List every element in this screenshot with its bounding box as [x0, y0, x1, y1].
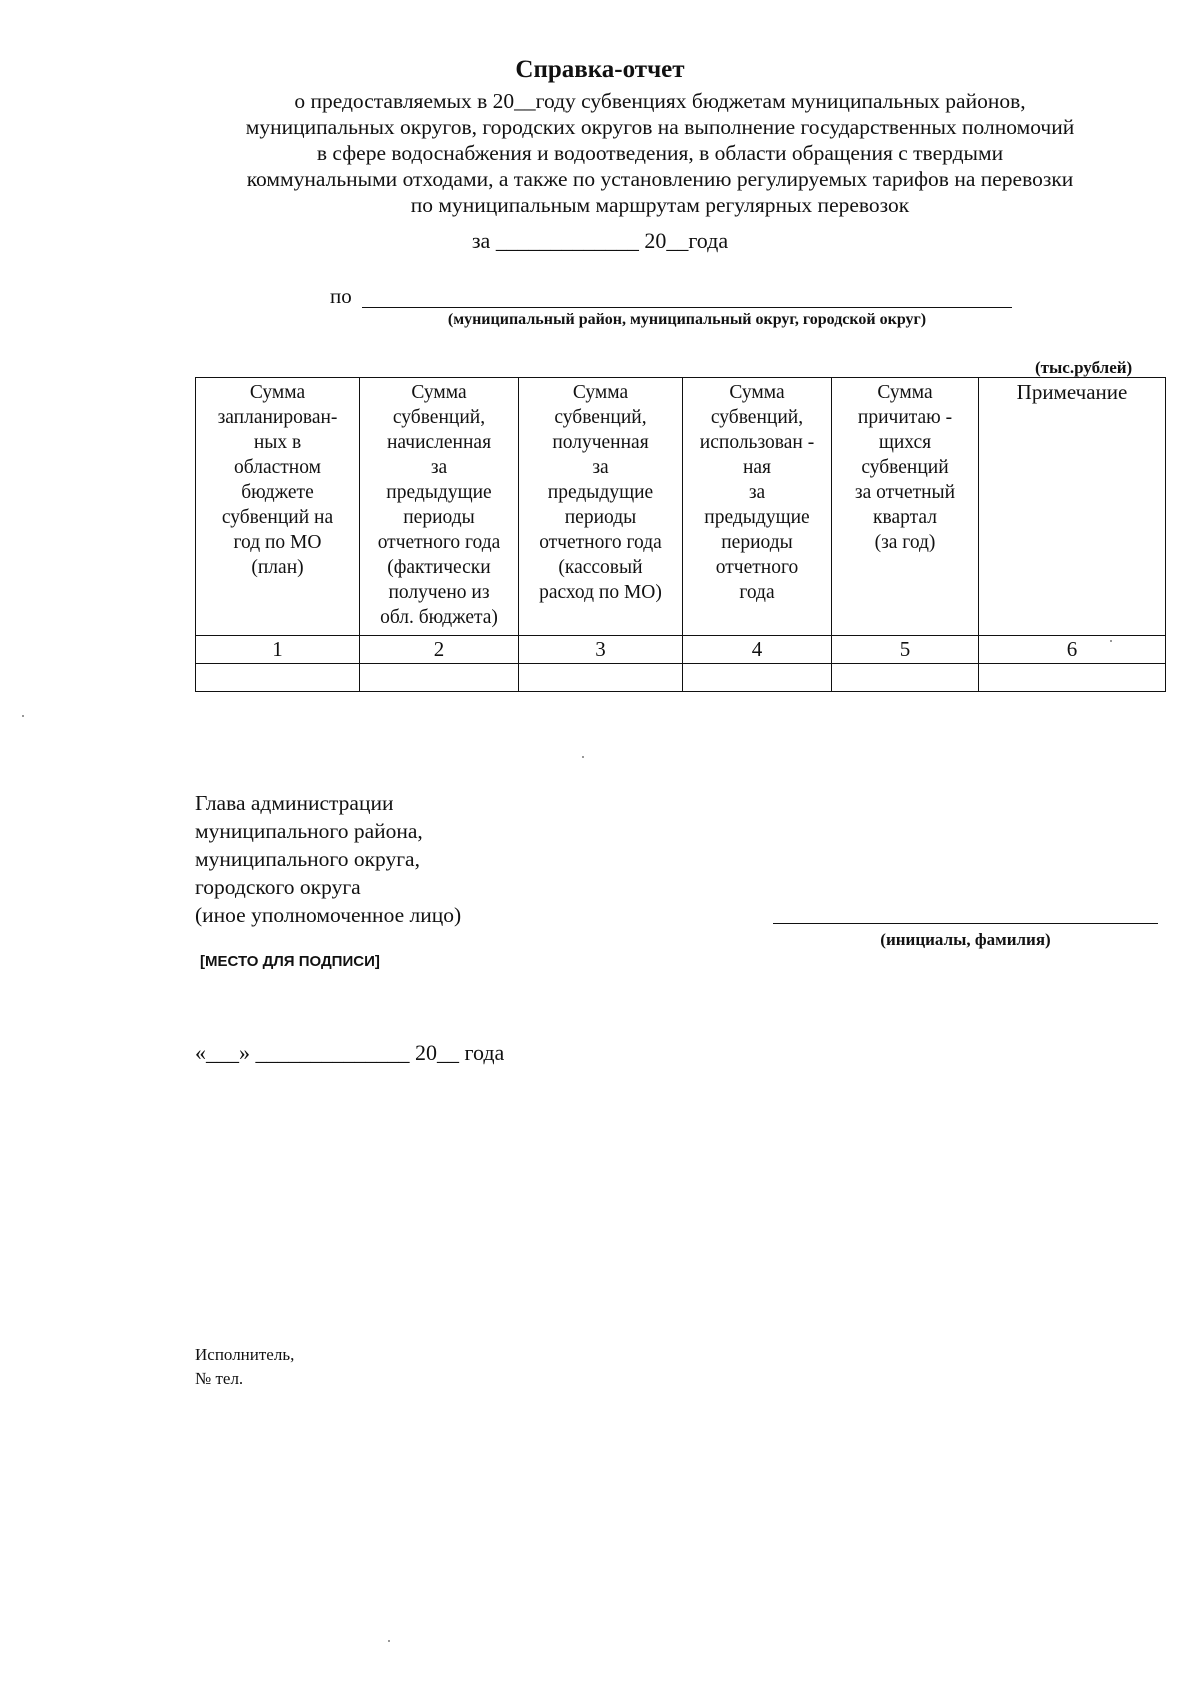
column-number: 4 — [683, 636, 832, 664]
subtitle-line: коммунальными отходами, а также по установлению регулируемых тарифов на перевозки — [246, 167, 1074, 191]
header-accrued-sum: Сумма субвенций, начисленная за предыдущие периоды отчетного года (фактически получено из обл. бюджета) — [360, 378, 519, 636]
scan-speck — [388, 1640, 390, 1642]
subventions-table — [195, 377, 1166, 692]
signatory-role-line: муниципального района, — [195, 819, 423, 843]
municipality-label: по — [330, 284, 352, 308]
municipality-fill-line — [362, 307, 1012, 308]
column-number: 6 — [979, 636, 1166, 664]
column-number: 2 — [360, 636, 519, 664]
signatory-role-line: муниципального округа, — [195, 847, 420, 871]
table-cell[interactable] — [979, 664, 1166, 692]
table-data-row — [196, 664, 1166, 692]
header-planned-sum: Сумма запланирован- ных в областном бюджете субвенций на год по МО (план) — [196, 378, 360, 636]
subtitle-line: о предоставляемых в 20__году субвенциях бюджетам муниципальных районов, — [294, 89, 1026, 113]
signatory-role-line: Глава администрации — [195, 791, 394, 815]
signatory-role — [195, 789, 461, 929]
header-note: Примечание — [979, 378, 1166, 636]
table-cell[interactable] — [196, 664, 360, 692]
municipality-caption: (муниципальный район, муниципальный округ, городской округ) — [447, 311, 927, 328]
signatory-role-line: городского округа — [195, 875, 361, 899]
signature-name-caption: (инициалы, фамилия) — [880, 930, 1051, 949]
table-cell[interactable] — [519, 664, 683, 692]
header-received-sum: Сумма субвенций, полученная за предыдущие периоды отчетного года (кассовый расход по МО) — [519, 378, 683, 636]
column-number-row — [196, 636, 1166, 664]
executor-label: Исполнитель, — [195, 1345, 295, 1364]
document-title: Справка-отчет — [515, 56, 685, 83]
column-number: 3 — [519, 636, 683, 664]
column-number: 1 — [196, 636, 360, 664]
signature-date-line: «___» ______________ 20__ года — [195, 1040, 505, 1065]
executor-phone-label: № тел. — [195, 1369, 244, 1388]
scan-speck — [582, 756, 584, 758]
units-label: (тыс.рублей) — [1035, 358, 1133, 377]
document-subtitle — [160, 88, 1160, 218]
scan-speck — [22, 715, 24, 717]
table-cell[interactable] — [360, 664, 519, 692]
scan-speck — [1110, 640, 1112, 642]
subtitle-line: муниципальных округов, городских округов на выполнение государственных полномочий — [245, 115, 1075, 139]
table-cell[interactable] — [832, 664, 979, 692]
column-number: 5 — [832, 636, 979, 664]
subtitle-line: в сфере водоснабжения и водоотведения, в области обращения с твердыми — [316, 141, 1004, 165]
signatory-role-line: (иное уполномоченное лицо) — [195, 903, 462, 927]
signature-placeholder: [МЕСТО ДЛЯ ПОДПИСИ] — [200, 953, 380, 970]
table-cell[interactable] — [683, 664, 832, 692]
subtitle-line: по муниципальным маршрутам регулярных перевозок — [410, 193, 910, 217]
header-used-sum: Сумма субвенций, использован - ная за предыдущие периоды отчетного года — [683, 378, 832, 636]
reporting-period-line: за _____________ 20__года — [471, 228, 729, 253]
header-due-sum: Сумма причитаю - щихся субвенций за отчетный квартал (за год) — [832, 378, 979, 636]
executor-block — [195, 1343, 294, 1391]
table-header-row — [196, 378, 1166, 636]
signature-fill-line — [773, 923, 1158, 924]
